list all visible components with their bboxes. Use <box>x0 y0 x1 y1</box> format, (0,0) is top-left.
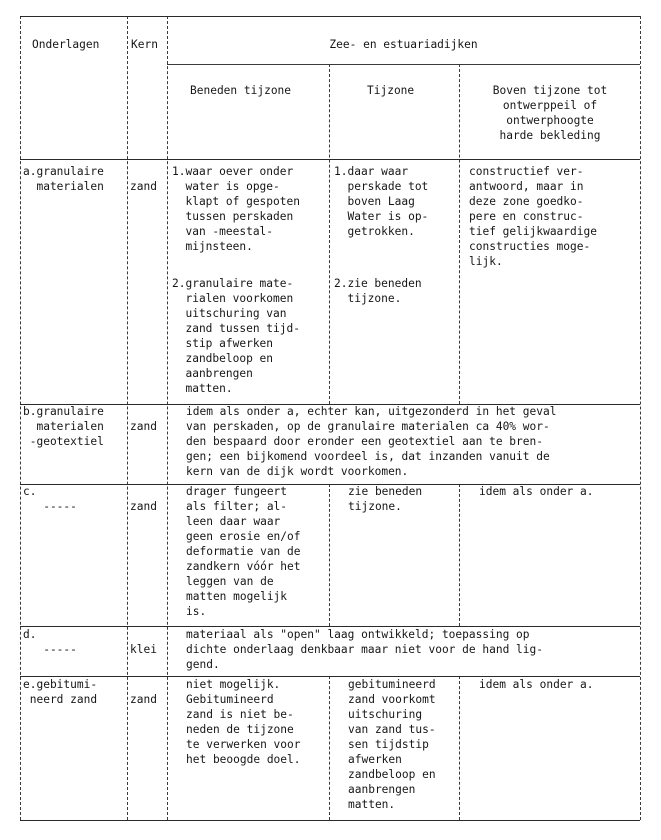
row-e-onderlaag: e.gebitumi- neerd zand <box>23 678 98 706</box>
column-divider <box>167 16 168 820</box>
row-d-kern: klei <box>130 643 157 656</box>
subheader-beneden-tijzone: Beneden tijzone <box>190 84 292 97</box>
row-d-onderlaag: d. ----- <box>23 628 77 656</box>
column-divider <box>459 484 460 626</box>
header-kern: Kern <box>131 38 158 51</box>
subheader-tijzone: Tijzone <box>367 84 415 97</box>
row-b-onderlaag: b.granulaire materialen -geotextiel <box>23 405 104 448</box>
row-c-onderlaag: c. ----- <box>23 485 77 513</box>
column-divider <box>329 676 330 820</box>
row-a-onderlaag: a.granulaire materialen <box>23 165 104 193</box>
row-e-boven: idem als onder a. <box>479 678 594 691</box>
header-dijken-group: Zee- en estuariadijken <box>329 38 478 51</box>
row-a-tijzone-1: 1.daar waar perskade tot boven Laag Water is op- getrokken. <box>334 165 429 238</box>
row-a-tijzone-2: 2.zie beneden tijzone. <box>334 277 422 305</box>
row-d-merged: materiaal als "open" laag ontwikkeld; toepassing op dichte onderlaag denkbaar maar niet voor de hand lig- gend. <box>186 628 543 671</box>
column-divider <box>329 64 330 404</box>
row-c-kern: zand <box>130 500 157 513</box>
row-e-beneden: niet mogelijk. Gebitumineerd zand is niet be- neden de tijzone te verwerken voor het beoogde doel. <box>186 678 301 766</box>
row-divider <box>167 64 640 65</box>
column-divider <box>20 16 21 820</box>
row-c-boven: idem als onder a. <box>479 485 594 498</box>
row-divider <box>20 820 640 821</box>
row-a-beneden-1: 1.waar oever onder water is opge- klapt of gespoten tussen perskaden van -meestal- mijnsteen. <box>172 165 300 253</box>
row-c-tijzone: zie beneden tijzone. <box>348 485 423 513</box>
row-b-merged: idem als onder a, echter kan, uitgezonderd in het geval van perskaden, op de granulaire materialen ca 40% wor- den bespaard door eronder een geotextiel aan te bren- gen; een bijkomend voordeel is, dat inzanden vanuit de kern van de dijk wordt voorkomen. <box>186 405 557 478</box>
row-e-kern: zand <box>130 693 157 706</box>
row-a-boven: constructief ver- antwoord, maar in deze zone goedko- pere en construc- tief gelijkwaardige constructies moge- lijk. <box>469 165 597 268</box>
column-divider <box>640 16 641 820</box>
column-divider <box>459 676 460 820</box>
row-divider <box>20 16 640 17</box>
column-divider <box>127 16 128 820</box>
row-e-tijzone: gebitumineerd zand voorkomt uitschuring van zand tus- sen tijdstip afwerken zandbeloop en aanbrengen matten. <box>348 678 436 811</box>
row-a-kern: zand <box>130 180 157 193</box>
column-divider <box>329 484 330 626</box>
row-c-beneden: drager fungeert als filter; al- leen daar waar geen erosie en/of deformatie van de zandkern vóór het leggen van de matten mogelijk is. <box>186 485 301 618</box>
header-onderlagen: Onderlagen <box>32 38 100 51</box>
row-divider <box>20 159 640 160</box>
subheader-boven-tijzone: Boven tijzone tot ontwerppeil of ontwerphoogte harde bekleding <box>492 84 608 142</box>
row-b-kern: zand <box>130 420 157 433</box>
row-a-beneden-2: 2.granulaire mate- rialen voorkomen uitschuring van zand tussen tijd- stip afwerken zandbeloop en aanbrengen matten. <box>172 277 300 395</box>
